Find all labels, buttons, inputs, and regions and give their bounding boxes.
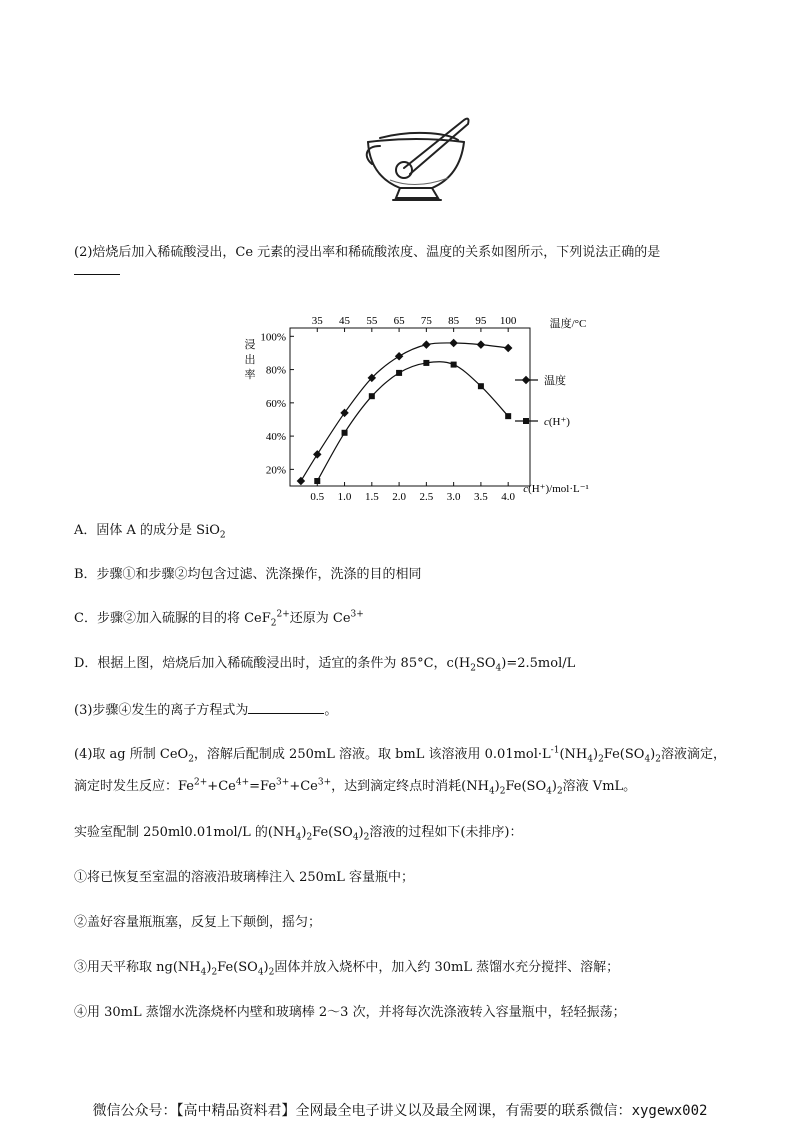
legend: [515, 373, 570, 428]
bottom-tick-label: 3.5: [474, 491, 488, 502]
y-tick-label: 20%: [265, 464, 286, 477]
plot-frame: [290, 328, 530, 486]
y-tick-label: 100%: [260, 331, 286, 344]
y-axis-label-2: 出: [244, 354, 256, 366]
answer-blank: [74, 274, 120, 275]
data-point-concentration: [478, 383, 484, 389]
top-axis-label: 温度/°C: [549, 318, 587, 330]
bottom-tick-label: 2.0: [392, 491, 406, 502]
data-point-concentration: [505, 413, 511, 419]
data-point-temperature: [340, 409, 348, 417]
data-point-temperature: [504, 344, 512, 352]
y-tick-label: 40%: [265, 431, 286, 444]
legend-label-temp: 温度: [544, 375, 566, 387]
bottom-tick-label: 3.0: [446, 491, 461, 502]
data-point-temperature: [422, 340, 430, 348]
bottom-tick-label: 2.5: [419, 491, 434, 502]
bottom-tick-label: 1.5: [364, 491, 379, 502]
question-2-text: (2)焙烧后加入稀硫酸浸出，Ce 元素的浸出率和稀硫酸浓度、温度的关系如图所示，下列说法正确的是: [74, 245, 661, 260]
top-tick-label: 85: [448, 315, 460, 327]
y-tick-label: 80%: [265, 364, 286, 377]
prep-step-3: ③用天平称取 $ng(NH_4)_2Fe(SO_4)_2$固体并放入烧杯中，加入约 30mL 蒸馏水充分搅拌、溶解；: [74, 960, 620, 978]
option-c: C．步骤②加入硫脲的目的将 CeF$_2^{2+}$还原为 $Ce^{3+}$: [74, 609, 364, 629]
top-tick-label: 45: [339, 315, 351, 327]
option-b: B．步骤①和步骤②均包含过滤、洗涤操作，洗涤的目的相同: [74, 567, 422, 582]
top-tick-label: 75: [420, 315, 432, 327]
data-point-concentration: [314, 478, 320, 484]
data-point-concentration: [369, 393, 375, 399]
bottom-tick-label: 4.0: [501, 491, 516, 502]
top-tick-label: 65: [393, 315, 405, 327]
data-point-temperature: [477, 340, 485, 348]
question-3: (3)步骤④发生的离子方程式为 。: [74, 699, 337, 721]
legend-diamond-marker: [522, 376, 530, 384]
top-tick-label: 95: [475, 315, 487, 327]
y-axis-label-1: 浸: [244, 339, 256, 351]
bottom-axis-label: c(H⁺)/mol·L⁻¹: [523, 483, 589, 495]
mortar-pestle-image: [360, 108, 475, 208]
bottom-tick-label: 1.0: [337, 491, 352, 502]
y-tick-label: 60%: [265, 397, 286, 410]
prep-step-4: ④用 30mL 蒸馏水洗涤烧杯内壁和玻璃棒 2～3 次，并将每次洗涤液转入容量瓶中，轻轻振荡；: [74, 1005, 626, 1020]
bottom-tick-label: 0.5: [310, 491, 325, 502]
prep-step-1: ①将已恢复至室温的溶液沿玻璃棒注入 250mL 容量瓶中；: [74, 870, 415, 885]
data-point-temperature: [395, 352, 403, 360]
series-line-concentration: [317, 362, 508, 481]
data-point-temperature: [297, 477, 305, 485]
answer-blank-3: [248, 699, 324, 714]
question-4-line-2: 滴定时发生反应：$Fe^{2+}+Ce^{4+}=Fe^{3+}+Ce^{3+}$，达到滴定终点时消耗$(NH_4)_2Fe(SO_4)_2$溶液 VmL。: [74, 777, 637, 797]
top-tick-label: 55: [366, 315, 378, 327]
footer-banner: 微信公众号：【高中精品资料君】全网最全电子讲义以及最全网课，有需要的联系微信：xygewx002: [92, 1103, 708, 1119]
leaching-rate-chart: [238, 312, 608, 502]
series-line-temperature: [301, 343, 508, 481]
legend-square-marker: [523, 418, 529, 424]
prep-step-2: ②盖好容量瓶瓶塞，反复上下颠倒，摇匀；: [74, 915, 322, 930]
option-a: A．固体 A 的成分是 SiO$_2$: [74, 523, 226, 541]
prep-intro: 实验室配制 250ml0.01mol/L 的$(NH_4)_2Fe(SO_4)_2$溶液的过程如下(未排序)：: [74, 825, 523, 843]
question-4-line-1: (4)取 ag 所制 CeO$_2$，溶解后配制成 250mL 溶液。取 bmL 该溶液用 $0.01mol\cdot L^{-1}(NH_4)_2Fe(SO_4)_2$溶液滴定，: [74, 745, 726, 765]
data-point-concentration: [451, 362, 457, 368]
data-point-concentration: [423, 360, 429, 366]
top-tick-label: 35: [311, 315, 323, 327]
legend-label-conc: c(H⁺): [544, 416, 570, 428]
data-point-temperature: [449, 339, 457, 347]
data-point-concentration: [396, 370, 402, 376]
option-d: D．根据上图，焙烧后加入稀硫酸浸出时，适宜的条件为 85°C，$c(H_2SO_4)=2.5mol/L$: [74, 656, 576, 674]
data-point-temperature: [313, 450, 321, 458]
y-axis-label-3: 率: [244, 369, 256, 381]
data-point-concentration: [342, 430, 348, 436]
top-tick-label: 100: [499, 315, 517, 327]
